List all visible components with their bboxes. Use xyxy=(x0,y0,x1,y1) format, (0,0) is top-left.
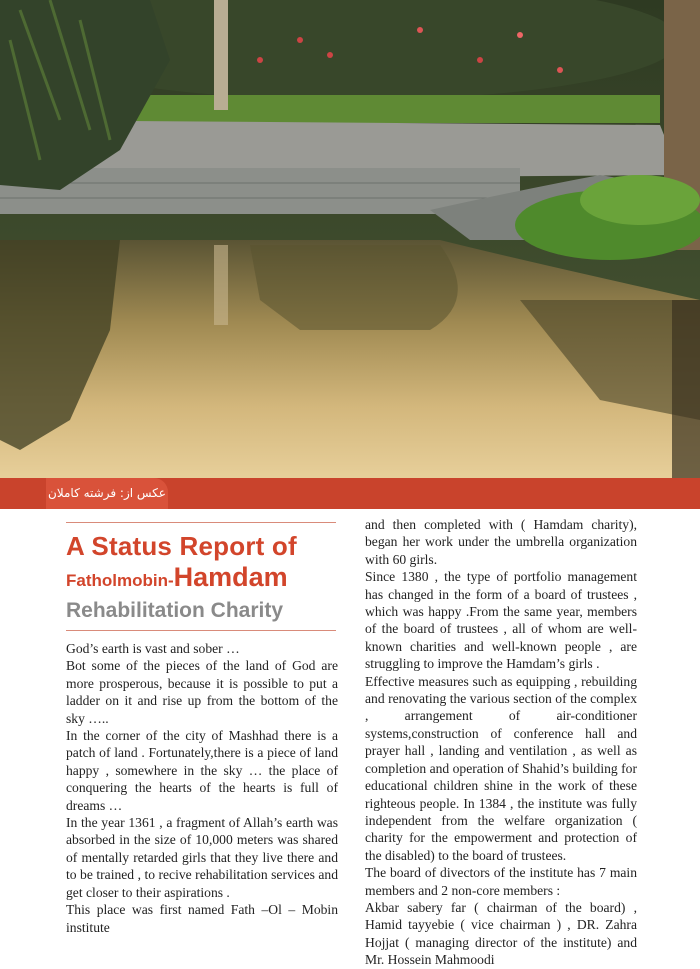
article-column-1 xyxy=(66,640,338,936)
paragraph: and then completed with ( Hamdam charity), began her work under the umbrella organization with 60 girls. xyxy=(365,517,637,567)
garden-pond-photo xyxy=(0,0,700,478)
article-column-2 xyxy=(365,516,637,969)
title-line-1: A Status Report of xyxy=(66,531,297,561)
title-line-2-prefix: Fatholmobin- xyxy=(66,571,174,590)
photo-credit: عکس از: فرشته کاملان xyxy=(46,478,168,509)
paragraph: Effective measures such as equipping , rebuilding and renovating the various section of the complex , arrangement of air-conditioner systems,construction of conference hall and prayer hall , landing and ventilation , as well as completion and operation of Shahid’s building for educational children shine in the work of these righteous people. In 1384 , the institute was fully independent from the welfare organization ( charity for the empowerment and protection of the disabled) to the board of trustees. xyxy=(365,673,637,863)
paragraph: God’s earth is vast and sober … xyxy=(66,641,240,656)
title-line-3: Rehabilitation Charity xyxy=(66,599,284,622)
article-headline xyxy=(66,522,336,631)
paragraph: In the year 1361 , a fragment of Allah’s earth was absorbed in the size of 10,000 meters was shared of mentally retarded girls that they live there and to be trained , to recive rehabilitation services and get closer to their aspirations . xyxy=(66,815,338,900)
paragraph: In the corner of the city of Mashhad there is a patch of land . Fortunately,there is a piece of land happy , somewhere in the sky … the place of conquering the hearts of the hearts is full of dreams … xyxy=(66,728,338,813)
title-line-2 xyxy=(66,561,336,598)
paragraph: Since 1380 , the type of portfolio management has changed in the form of a board of trustees , which was happy .From the same year, members of the board of trustees , all of whom are well-known charities and well-known people , are struggling to improve the Hamdam’s girls . xyxy=(365,569,637,672)
paragraph: This place was first named Fath –Ol – Mobin institute xyxy=(66,902,338,935)
paragraph: Akbar sabery far ( chairman of the board) , Hamid tayyebie ( vice chairman ) , DR. Zahra Hojjat ( managing director of the institute) and Mr. Hossein Mahmoodi xyxy=(365,899,637,968)
paragraph: The board of divectors of the institute has 7 main members and 2 non-core members : xyxy=(365,865,637,898)
title-line-2-main: Hamdam xyxy=(173,562,288,592)
paragraph: Bot some of the pieces of the land of God are more prosperous, because it is possible to put a ladder on it and rise up from the bottom of the sky ….. xyxy=(66,658,338,726)
